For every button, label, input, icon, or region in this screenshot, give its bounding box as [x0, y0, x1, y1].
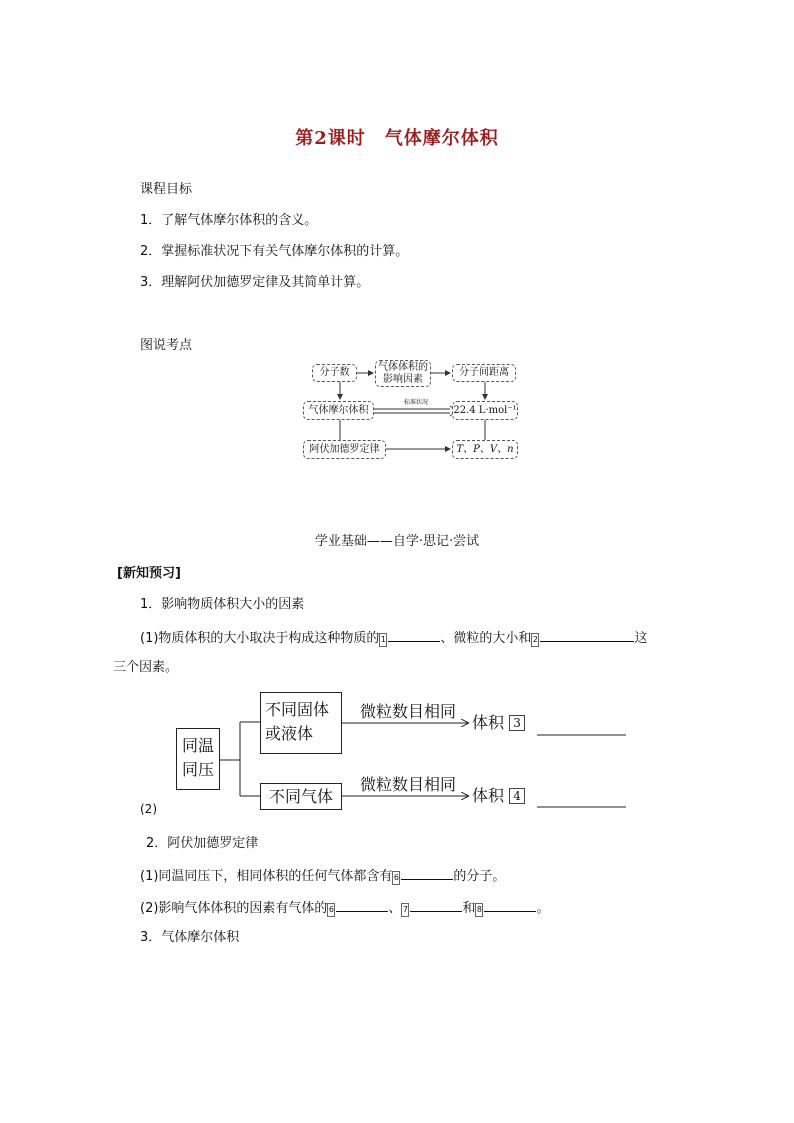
q1-part1-text-d: 三个因素。: [113, 660, 179, 675]
blank-6b[interactable]: [336, 898, 388, 912]
node-molecule-count: 分子数: [312, 364, 357, 382]
section-tag: [新知预习]: [117, 566, 181, 581]
volume-label-gas: [472, 785, 525, 807]
blank-8[interactable]: [484, 898, 536, 912]
condition-same-temperature: 同温: [181, 736, 214, 755]
node-volume-factors-line2: 影响因素: [383, 374, 423, 385]
page-title: 第2课时 气体摩尔体积: [295, 128, 499, 149]
q1-part1-text-c: 这: [634, 631, 648, 646]
q2-part2-and: 和: [462, 901, 476, 916]
q2-part1-line: [140, 866, 505, 886]
node-molar-volume: 气体摩尔体积: [303, 401, 374, 420]
condition-same-pressure: 同压: [181, 760, 214, 779]
arrow-text-gas: 微粒数目相同: [359, 775, 456, 794]
section-heading: 学业基础——自学·思记·尝试: [314, 534, 480, 549]
solid-liquid-line2: 或液体: [265, 724, 314, 743]
volume-factor-diagram: [170, 690, 650, 815]
arrow-text-solid: 微粒数目相同: [359, 702, 456, 721]
q2-part2-text-a: (2)影响气体体积的因素有气体的: [140, 901, 328, 916]
q1-part2-label: (2): [140, 802, 157, 816]
blank-number-3: 3: [509, 715, 525, 731]
condition-box: [176, 728, 220, 790]
q1-part1-text-b: 、微粒的大小和: [440, 631, 532, 646]
blank-number-4: 4: [509, 788, 525, 804]
solid-liquid-box: [260, 692, 342, 754]
q2-part2-end: 。: [536, 901, 550, 916]
q2-part2-line: [140, 898, 549, 918]
q2-part2-sep: 、: [388, 901, 402, 916]
volume-text-gas: 体积: [472, 786, 505, 805]
node-state-variables: T、P、V、n: [452, 440, 518, 459]
blank-7[interactable]: [410, 898, 462, 912]
blank-6[interactable]: [401, 866, 453, 880]
arrow-label-standard-conditions: 标准状况: [403, 399, 428, 406]
gas-box: 不同气体: [260, 783, 342, 810]
node-volume-factors-line1: 气体体积的: [378, 362, 428, 373]
q2-part1-text-a: (1)同温同压下，相同体积的任何气体都含有: [140, 869, 393, 884]
q1-part1-text-a: (1)物质体积的大小取决于构成这种物质的: [140, 631, 380, 646]
node-volume-factors: [375, 360, 431, 387]
blank-number-1: 1: [379, 633, 387, 647]
q2-heading: 2．阿伏加德罗定律: [146, 836, 259, 851]
concept-diagram: [300, 360, 530, 464]
solid-liquid-line1: 不同固体: [265, 700, 330, 719]
blank-2[interactable]: [540, 628, 634, 642]
goal-item-2: 2．掌握标准状况下有关气体摩尔体积的计算。: [140, 244, 409, 259]
q2-part1-text-b: 的分子。: [453, 869, 506, 884]
goals-heading: 课程目标: [140, 182, 193, 197]
q1-heading: 1．影响物质体积大小的因素: [140, 597, 305, 612]
node-molecular-distance: 分子间距离: [452, 364, 516, 382]
blank-number-8: 8: [475, 903, 483, 917]
q3-heading: 3．气体摩尔体积: [140, 930, 240, 945]
volume-label-solid: [472, 712, 525, 734]
blank-number-2: 2: [531, 633, 539, 647]
goal-item-1: 1．了解气体摩尔体积的含义。: [140, 213, 318, 228]
blank-number-6: 6: [392, 871, 400, 885]
q1-part1-line: [140, 628, 647, 648]
blank-number-7: 7: [401, 903, 409, 917]
node-molar-volume-value: 22.4 L·mol⁻¹: [452, 401, 518, 420]
blank-number-6b: 6: [327, 903, 335, 917]
diagram-heading: 图说考点: [140, 338, 193, 353]
goal-item-3: 3．理解阿伏加德罗定律及其简单计算。: [140, 275, 370, 290]
node-avogadro-law: 阿伏加德罗定律: [303, 440, 386, 459]
volume-text-solid: 体积: [472, 713, 505, 732]
blank-1[interactable]: [388, 628, 440, 642]
